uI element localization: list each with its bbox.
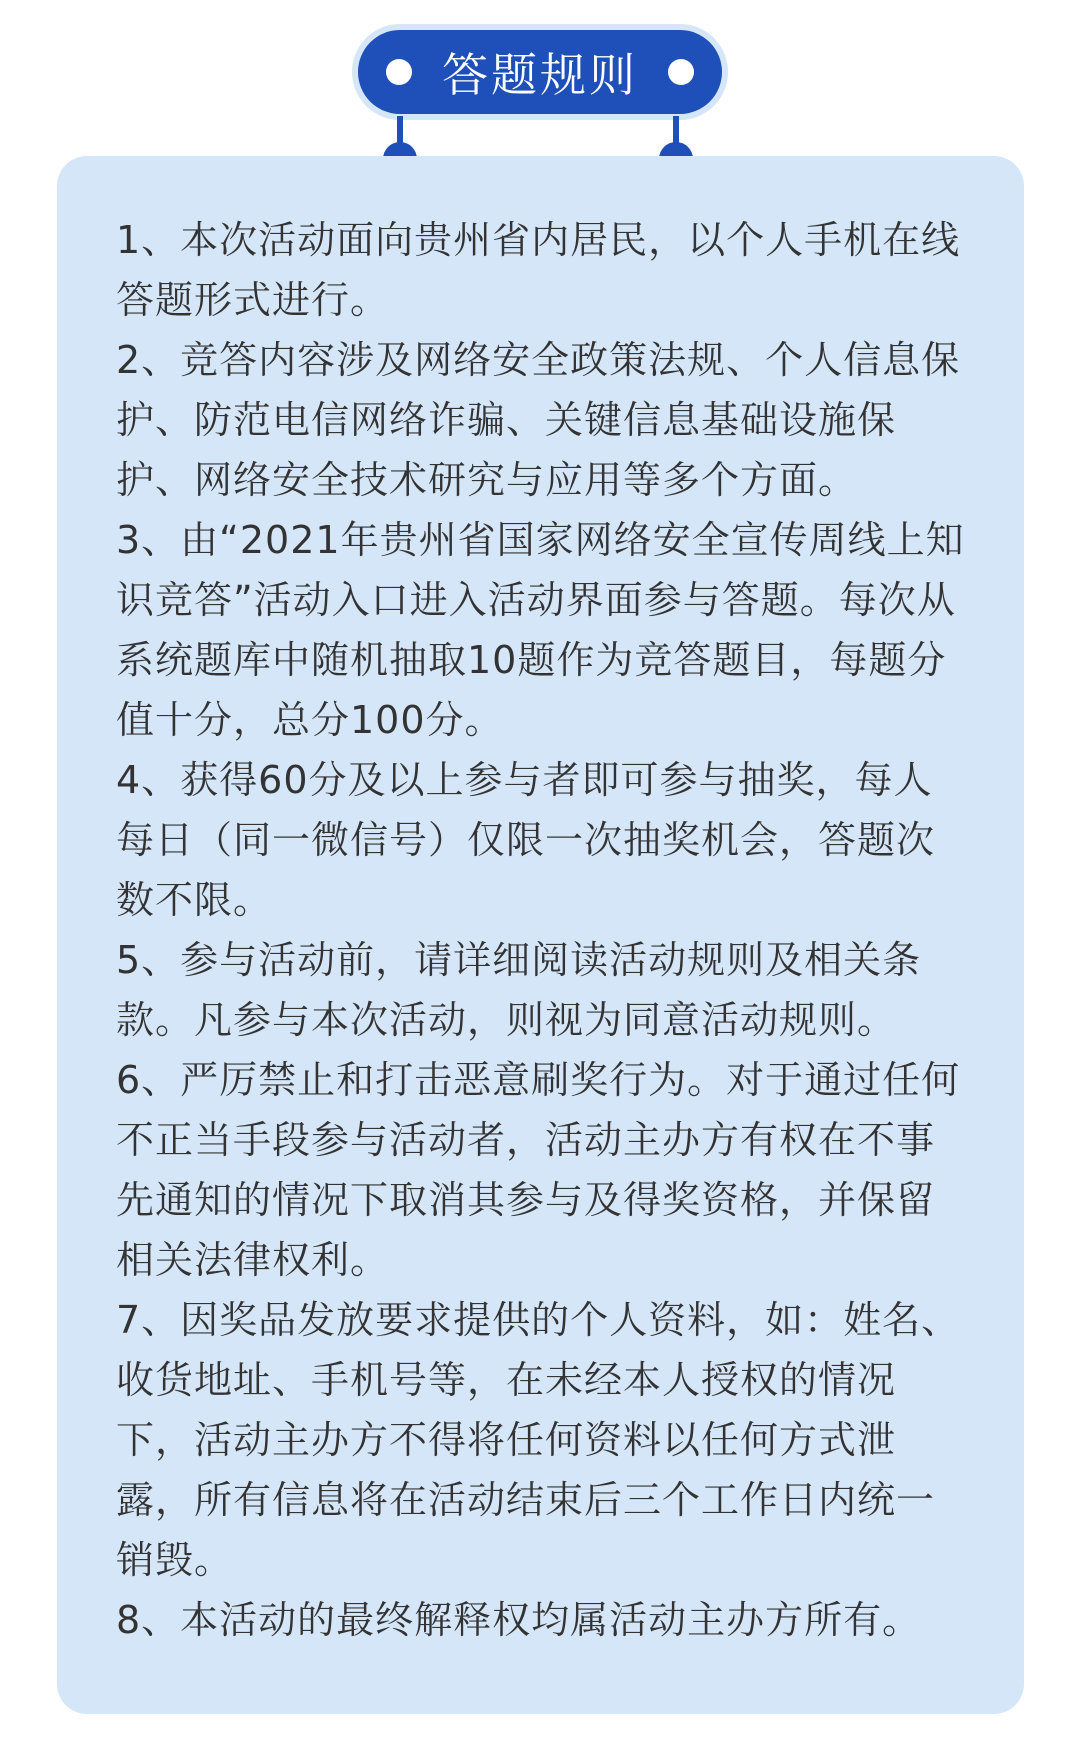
- rule-item: 3、由“2021年贵州省国家网络安全宣传周线上知识竞答”活动入口进入活动界面参与答题。每次从系统题库中随机抽取10题作为竞答题目，每题分值十分，总分100分。: [116, 518, 965, 742]
- rule-item: 5、参与活动前，请详细阅读活动规则及相关条款。凡参与本次活动，则视为同意活动规则。: [116, 938, 922, 1042]
- section-header-bar: [358, 30, 722, 114]
- rule-item: 4、获得60分及以上参与者即可参与抽奖，每人每日（同一微信号）仅限一次抽奖机会，答题次数不限。: [116, 758, 936, 922]
- rule-item: 6、严厉禁止和打击恶意刷奖行为。对于通过任何不正当手段参与活动者，活动主办方有权在不事先通知的情况下取消其参与及得奖资格，并保留相关法律权利。: [116, 1058, 961, 1282]
- rule-item: 2、竞答内容涉及网络安全政策法规、个人信息保护、防范电信网络诈骗、关键信息基础设施保护、网络安全技术研究与应用等多个方面。: [116, 338, 961, 502]
- section-header: [352, 24, 728, 120]
- bullet-dot-icon: [386, 59, 412, 85]
- bullet-dot-icon: [668, 59, 694, 85]
- rules-list: [116, 210, 968, 1650]
- rule-item: 1、本次活动面向贵州省内居民，以个人手机在线答题形式进行。: [116, 218, 961, 322]
- rule-item: 7、因奖品发放要求提供的个人资料，如：姓名、收货地址、手机号等，在未经本人授权的情况下，活动主办方不得将任何资料以任何方式泄露，所有信息将在活动结束后三个工作日内统一销毁。: [116, 1298, 961, 1582]
- page-title: 答题规则: [442, 48, 638, 102]
- rule-item: 8、本活动的最终解释权均属活动主办方所有。: [116, 1598, 922, 1642]
